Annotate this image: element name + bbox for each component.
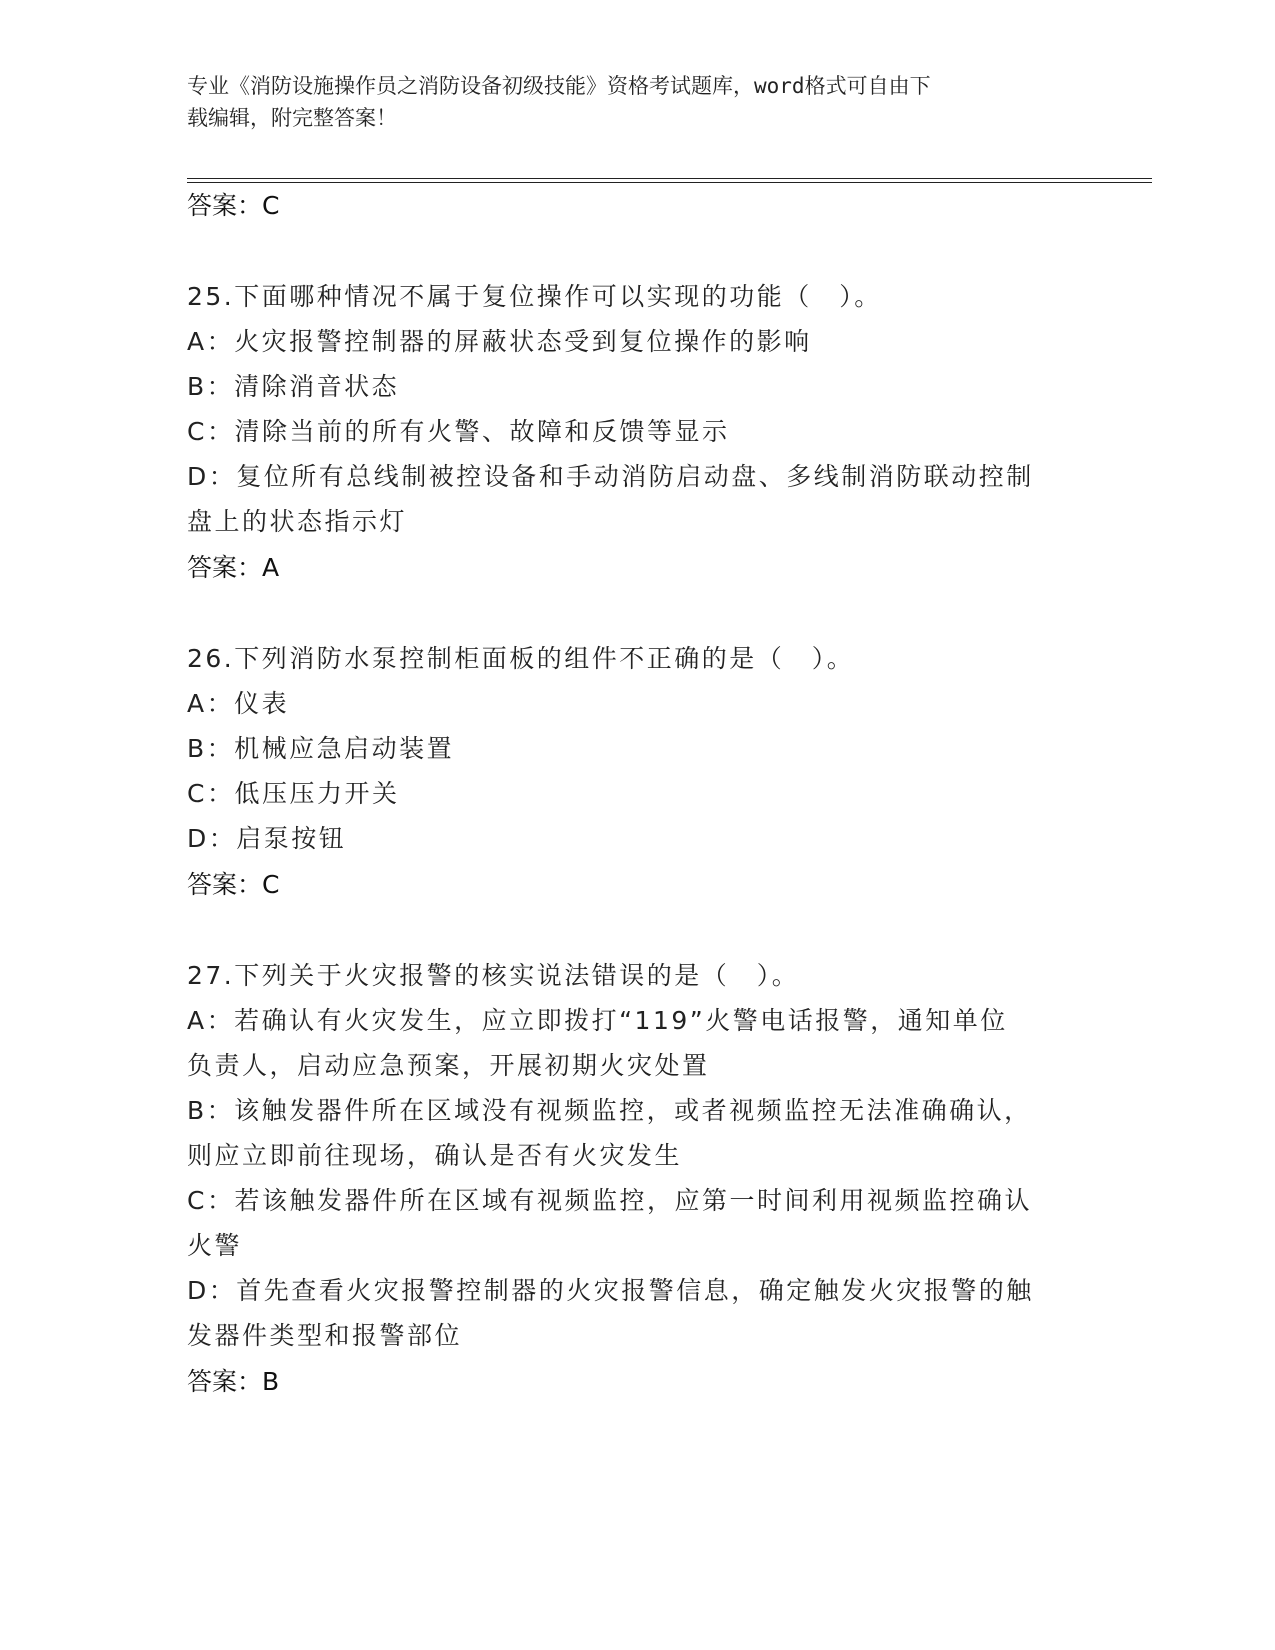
option-a: A：若确认有火灾发生，应立即拨打“119”火警电话报警，通知单位 bbox=[187, 1006, 1008, 1035]
option-d-continued: 发器件类型和报警部位 bbox=[187, 1321, 463, 1350]
option-d: D：首先查看火灾报警控制器的火灾报警信息，确定触发火灾报警的触 bbox=[187, 1276, 1034, 1305]
option-b: B：清除消音状态 bbox=[187, 372, 400, 401]
document-header bbox=[187, 70, 1067, 134]
header-divider-top bbox=[187, 178, 1152, 179]
option-c: C：若该触发器件所在区域有视频监控，应第一时间利用视频监控确认 bbox=[187, 1186, 1032, 1215]
option-b: B：机械应急启动装置 bbox=[187, 734, 455, 763]
question-stem: 27.下列关于火灾报警的核实说法错误的是（ ）。 bbox=[187, 961, 800, 990]
question-27 bbox=[187, 953, 1087, 1358]
answer-26: 答案：C bbox=[187, 870, 280, 899]
question-stem: 25.下面哪种情况不属于复位操作可以实现的功能（ ）。 bbox=[187, 282, 882, 311]
answer-25: 答案：A bbox=[187, 553, 280, 582]
header-line-2: 载编辑，附完整答案！ bbox=[187, 106, 397, 130]
question-26 bbox=[187, 636, 1087, 861]
answer-27: 答案：B bbox=[187, 1367, 280, 1396]
header-divider-bottom bbox=[187, 182, 1152, 183]
header-line-1: 专业《消防设施操作员之消防设备初级技能》资格考试题库，word格式可自由下 bbox=[187, 74, 931, 98]
option-b: B：该触发器件所在区域没有视频监控，或者视频监控无法准确确认， bbox=[187, 1096, 1032, 1125]
option-a: A：仪表 bbox=[187, 689, 290, 718]
option-d: D：启泵按钮 bbox=[187, 824, 347, 853]
option-d-continued: 盘上的状态指示灯 bbox=[187, 507, 408, 536]
option-c-continued: 火警 bbox=[187, 1231, 243, 1260]
option-d: D：复位所有总线制被控设备和手动消防启动盘、多线制消防联动控制 bbox=[187, 462, 1034, 491]
option-b-continued: 则应立即前往现场，确认是否有火灾发生 bbox=[187, 1141, 683, 1170]
option-a: A：火灾报警控制器的屏蔽状态受到复位操作的影响 bbox=[187, 327, 812, 356]
prev-answer: 答案：C bbox=[187, 191, 280, 220]
option-c: C：低压压力开关 bbox=[187, 779, 400, 808]
option-c: C：清除当前的所有火警、故障和反馈等显示 bbox=[187, 417, 730, 446]
question-stem: 26.下列消防水泵控制柜面板的组件不正确的是（ ）。 bbox=[187, 644, 855, 673]
option-a-continued: 负责人，启动应急预案，开展初期火灾处置 bbox=[187, 1051, 710, 1080]
question-25 bbox=[187, 274, 1087, 544]
